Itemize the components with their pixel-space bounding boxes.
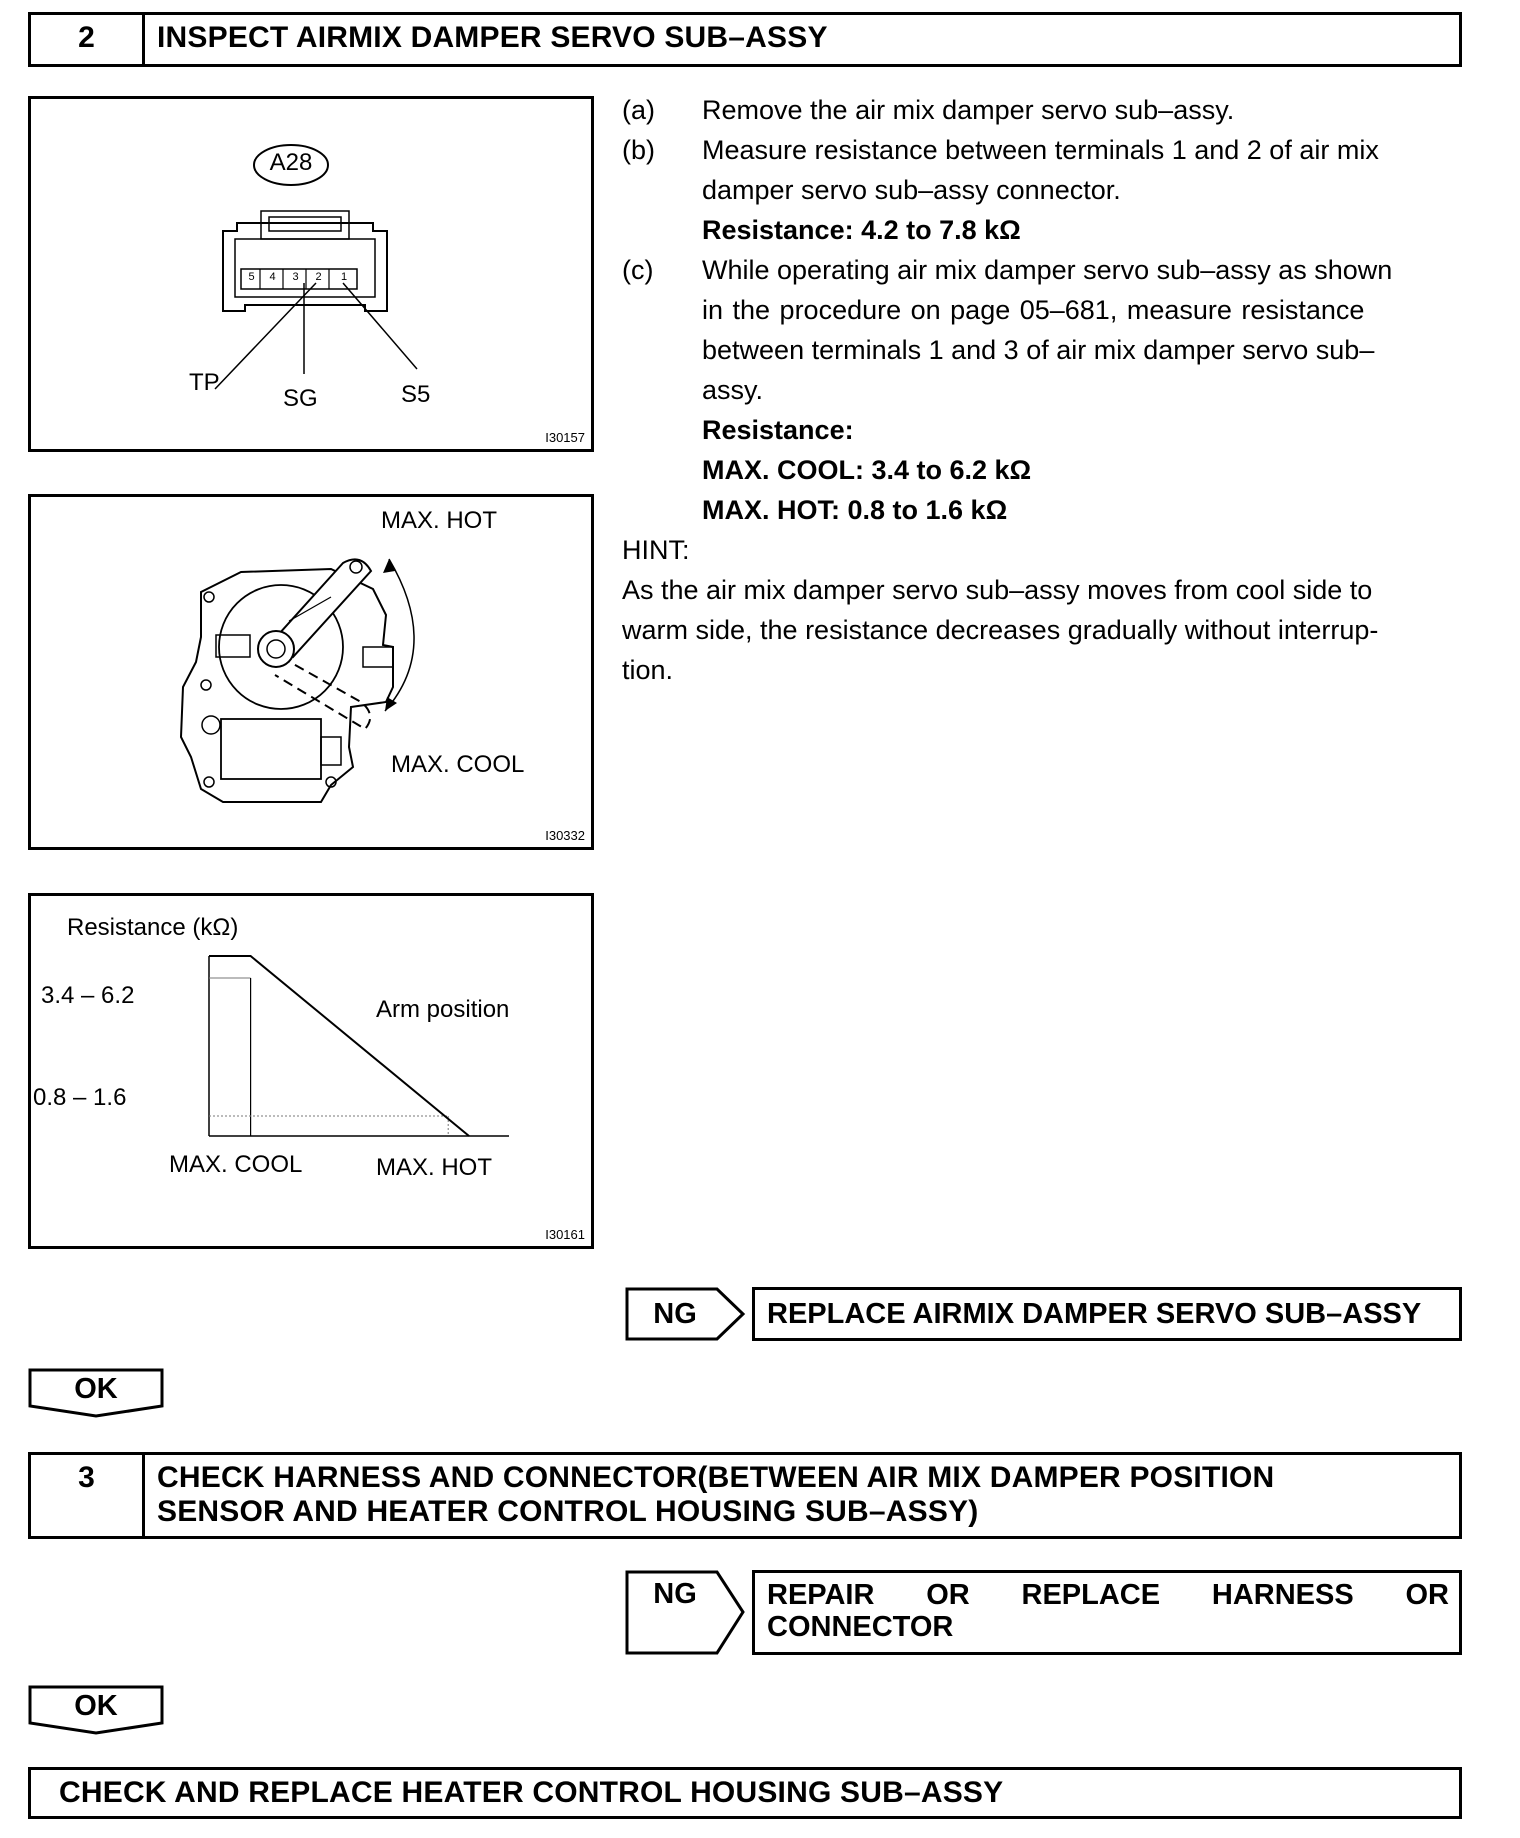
item-text: While operating air mix damper servo sub–assy as shown [702, 255, 1393, 285]
ng-action-line2: CONNECTOR [767, 1611, 954, 1643]
ok-label: OK [74, 1373, 118, 1405]
chart-y-tick-high: 3.4 – 6.2 [41, 982, 135, 1009]
item-text: in the procedure on page 05–681, measure resistance [702, 295, 1365, 325]
item-text: between terminals 1 and 3 of air mix damper servo sub– [702, 335, 1375, 365]
step-2-header [28, 12, 1462, 67]
connector-code: A28 [269, 149, 313, 176]
figure-id: I30157 [545, 430, 585, 445]
max-hot-label: MAX. HOT [381, 507, 498, 534]
spec-max-cool: MAX. COOL: 3.4 to 6.2 kΩ [702, 455, 1032, 485]
chart-series-line [209, 956, 469, 1136]
item-label: (c) [622, 255, 654, 285]
chart-x-tick-cool: MAX. COOL [169, 1151, 303, 1178]
ng-action-step3 [752, 1570, 1462, 1655]
servo-figure [28, 494, 594, 850]
step-title-line: SENSOR AND HEATER CONTROL HOUSING SUB–ASSY) [157, 1495, 979, 1528]
chart-series-label: Arm position [376, 996, 510, 1023]
tp-leader [215, 283, 316, 389]
ng-label: NG [653, 1298, 697, 1330]
terminal-sg-label: SG [283, 385, 318, 412]
ng-action-word: REPLACE [1021, 1579, 1161, 1611]
ng-action-word: REPAIR [767, 1579, 875, 1611]
ng-action-word: HARNESS [1211, 1579, 1354, 1611]
chart-y-tick-low: 0.8 – 1.6 [33, 1084, 127, 1111]
ng-label: NG [653, 1578, 697, 1610]
step-number: 3 [31, 1455, 145, 1536]
step-title-line: CHECK HARNESS AND CONNECTOR(BETWEEN AIR MIX DAMPER POSITION [157, 1461, 1275, 1494]
servo-diagram [31, 497, 591, 847]
spec-resistance-c-title: Resistance: [702, 415, 854, 445]
item-text: damper servo sub–assy connector. [702, 175, 1121, 205]
ok-label: OK [74, 1690, 118, 1722]
ng-action-word: OR [1405, 1579, 1449, 1611]
item-label: (a) [622, 95, 655, 125]
ng-action-step2: REPLACE AIRMIX DAMPER SERVO SUB–ASSY [752, 1287, 1462, 1341]
chart-x-tick-hot: MAX. HOT [376, 1154, 493, 1181]
s5-leader [343, 283, 417, 369]
pin-number: 1 [340, 271, 348, 283]
step-title: INSPECT AIRMIX DAMPER SERVO SUB–ASSY [157, 21, 828, 54]
final-step-header [28, 1767, 1462, 1819]
hint-text: warm side, the resistance decreases gradually without interrup- [622, 615, 1379, 645]
pin-number: 3 [292, 271, 299, 283]
ng-action-word: OR [926, 1579, 970, 1611]
spec-resistance-b: Resistance: 4.2 to 7.8 kΩ [702, 215, 1021, 245]
hint-label: HINT: [622, 535, 690, 565]
pin-number: 5 [248, 271, 255, 283]
ng-action-line1 [767, 1579, 1449, 1611]
item-text: Measure resistance between terminals 1 and 2 of air mix [702, 135, 1379, 165]
pin-number: 4 [269, 271, 276, 283]
step-title [145, 1455, 1459, 1536]
connector-figure [28, 96, 594, 452]
step-3-header [28, 1452, 1462, 1539]
figure-id: I30332 [545, 828, 585, 843]
terminal-s5-label: S5 [401, 381, 431, 408]
chart-y-axis-label: Resistance (kΩ) [67, 914, 239, 941]
resistance-chart-plot [31, 896, 591, 1246]
item-text: assy. [702, 375, 764, 405]
pin-number: 2 [315, 271, 322, 283]
pin-number-row [242, 271, 358, 283]
max-cool-label: MAX. COOL [391, 751, 525, 778]
spec-max-hot: MAX. HOT: 0.8 to 1.6 kΩ [702, 495, 1008, 525]
item-text: Remove the air mix damper servo sub–assy. [702, 95, 1235, 125]
step-number: 2 [31, 15, 145, 64]
figure-id: I30161 [545, 1227, 585, 1242]
terminal-tp-label: TP [189, 369, 220, 396]
item-label: (b) [622, 135, 655, 165]
hint-text: As the air mix damper servo sub–assy moves from cool side to [622, 575, 1373, 605]
resistance-chart [28, 893, 594, 1249]
hint-text: tion. [622, 655, 674, 685]
final-title: CHECK AND REPLACE HEATER CONTROL HOUSING SUB–ASSY [59, 1776, 1004, 1809]
